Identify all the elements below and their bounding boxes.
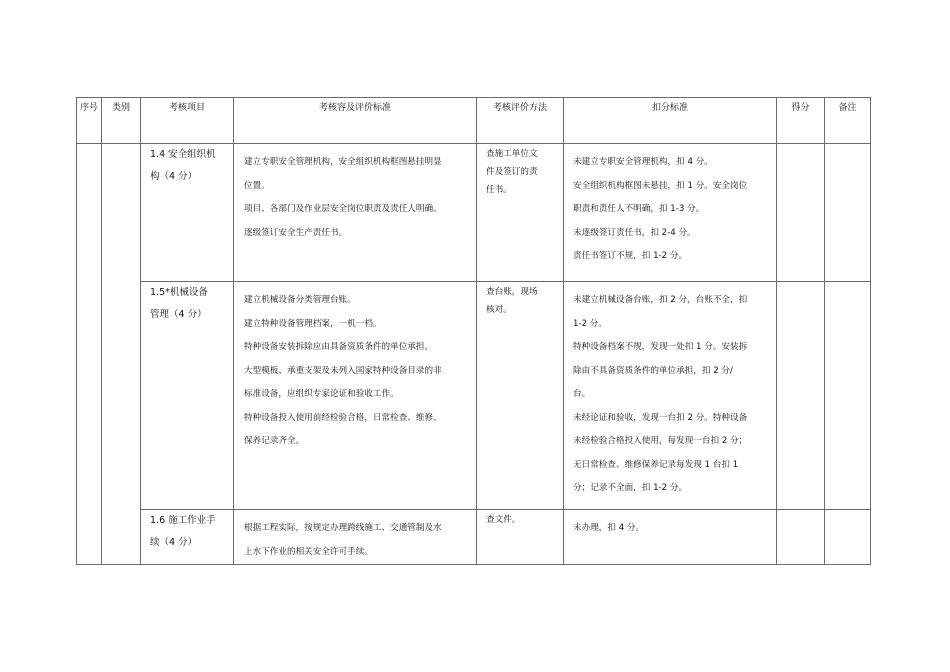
- deduction-line: 除由不具备资质条件的单位承担，扣 2 分/: [573, 365, 733, 376]
- category-cell: [102, 144, 141, 565]
- method-cell: [477, 144, 564, 282]
- deduction-line: 安全组织机构框图未悬挂，扣 1 分。安全岗位: [573, 180, 748, 191]
- header-seq: 序号: [77, 98, 102, 144]
- criteria-line: 上水下作业的相关安全许可手续。: [244, 546, 373, 557]
- header-criteria: 考核容及评价标准: [234, 98, 477, 144]
- deduction-cell: [564, 282, 777, 510]
- criteria-line: 保养记录齐全。: [244, 436, 305, 446]
- item-line: 1.5*机械设备: [150, 287, 208, 298]
- assessment-table: [76, 97, 871, 565]
- item-line: 1.4 安全组织机: [150, 149, 216, 160]
- table-row: [77, 144, 871, 282]
- criteria-line: 大型模板、承重支架及未列入国家特种设备目录的非: [244, 365, 442, 376]
- header-item: 考核项目: [141, 98, 234, 144]
- deduction-line: 特种设备档案不规，发现一处扣 1 分。安装拆: [573, 342, 748, 352]
- header-deduction: 扣分标准: [564, 98, 777, 144]
- criteria-line: 项目、各部门及作业层安全岗位职责及责任人明确。: [244, 204, 442, 214]
- criteria-line: 位置。: [244, 180, 270, 191]
- table-row: [77, 510, 871, 565]
- item-line: 构（4 分）: [150, 171, 198, 182]
- item-cell: [141, 510, 234, 565]
- deduction-line: 未经检验合格投入使用，每发现一台扣 2 分；: [573, 436, 748, 446]
- remark-cell: [825, 510, 871, 565]
- method-line: 核对。: [486, 305, 512, 315]
- criteria-line: 标准设备，应组织专家论证和验收工作。: [244, 389, 399, 399]
- deduction-line: 未办理，扣 4 分。: [573, 523, 645, 533]
- method-line: 任书。: [486, 185, 512, 195]
- method-line: 查台账，现场: [486, 287, 538, 297]
- deduction-line: 未建立机械设备台账，扣 2 分，台账不全，扣: [573, 295, 748, 305]
- method-cell: [477, 282, 564, 510]
- criteria-line: 特种设备投入使用前经检验合格，日常检查、维修、: [244, 412, 442, 423]
- deduction-line: 台。: [573, 389, 591, 399]
- seq-cell: [77, 144, 102, 565]
- deduction-line: 未建立专职安全管理机构，扣 4 分。: [573, 157, 713, 167]
- header-remark: 备注: [825, 98, 871, 144]
- criteria-line: 建立特种设备管理档案，一机一档。: [244, 318, 382, 329]
- item-line: 1.6 施工作业手: [150, 515, 216, 526]
- score-cell: [777, 144, 825, 282]
- item-line: 管理（4 分）: [150, 309, 207, 320]
- deduction-line: 无日常检查、维修保养记录每发现 1 台扣 1: [573, 459, 739, 470]
- criteria-line: 逐级签订安全生产责任书。: [244, 227, 348, 238]
- criteria-line: 特种设备安装拆除应由具备资质条件的单位承担。: [244, 342, 434, 352]
- criteria-line: 根据工程实际，按规定办理跨线施工、交通管制及水: [244, 523, 442, 533]
- criteria-line: 建立专职安全管理机构，安全组织机构框图悬挂明显: [244, 157, 442, 167]
- header-category: 类别: [102, 98, 141, 144]
- deduction-line: 未经论证和验收，发现一台扣 2 分。特种设备: [573, 412, 748, 423]
- header-score: 得分: [777, 98, 825, 144]
- criteria-cell: [234, 144, 477, 282]
- deduction-line: 分；记录不全面，扣 1-2 分。: [573, 483, 688, 493]
- deduction-cell: [564, 510, 777, 565]
- method-cell: [477, 510, 564, 565]
- criteria-line: 建立机械设备分类管理台账。: [244, 295, 356, 305]
- deduction-line: 1-2 分。: [573, 318, 607, 329]
- criteria-cell: [234, 282, 477, 510]
- header-method: 考核评价方法: [477, 98, 564, 144]
- item-cell: [141, 144, 234, 282]
- remark-cell: [825, 282, 871, 510]
- item-cell: [141, 282, 234, 510]
- table-row: [77, 282, 871, 510]
- remark-cell: [825, 144, 871, 282]
- score-cell: [777, 282, 825, 510]
- deduction-cell: [564, 144, 777, 282]
- method-line: 查文件。: [486, 515, 521, 525]
- deduction-line: 责任书签订不规，扣 1-2 分。: [573, 251, 688, 261]
- criteria-cell: [234, 510, 477, 565]
- score-cell: [777, 510, 825, 565]
- method-line: 查施工单位文: [486, 149, 538, 159]
- item-line: 续（4 分）: [150, 537, 198, 548]
- deduction-line: 职责和责任人不明确，扣 1-3 分。: [573, 204, 705, 214]
- method-line: 件及签订的责: [486, 167, 538, 177]
- header-row: [77, 98, 871, 144]
- deduction-line: 未逐级签订责任书，扣 2-4 分。: [573, 227, 696, 238]
